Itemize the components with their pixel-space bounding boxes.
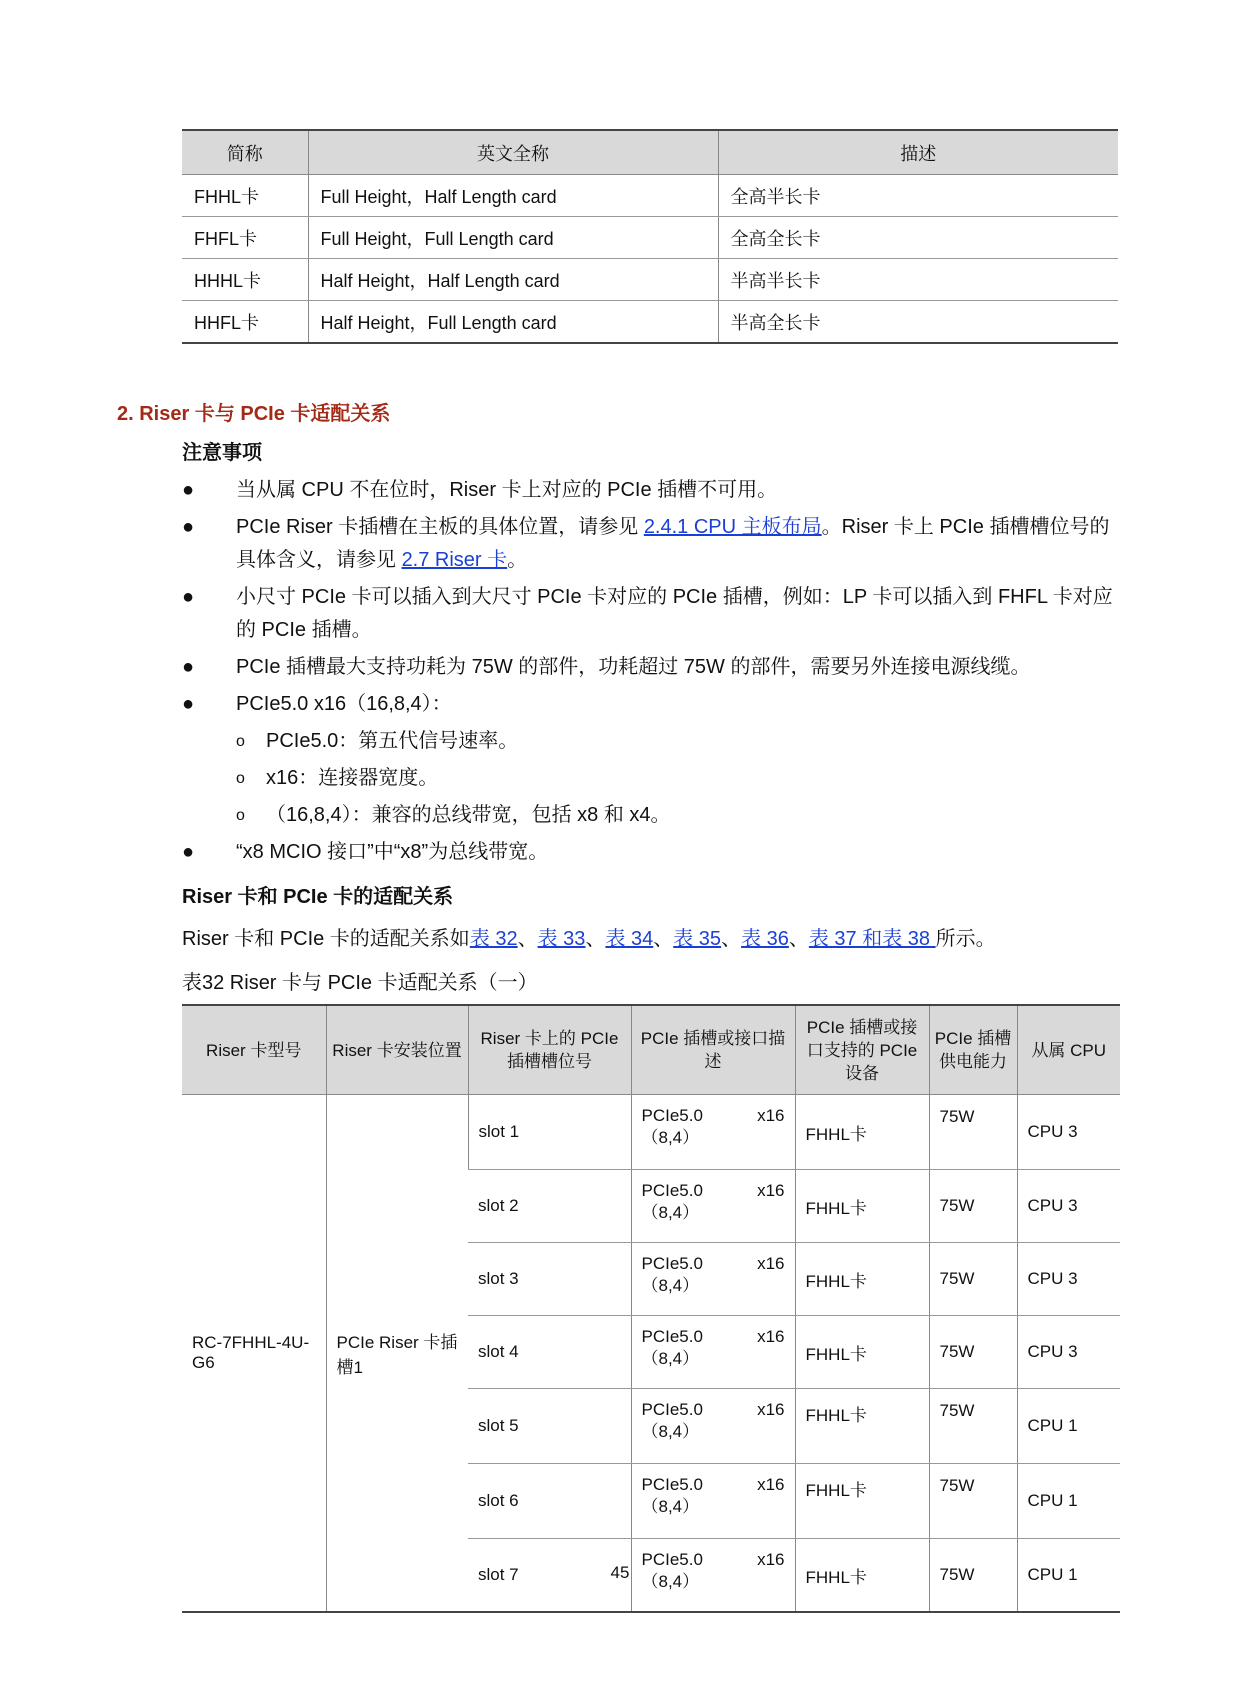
interface-cell: PCIe5.0 x16 （8,4） — [631, 1095, 795, 1170]
table-cell: 半高半长卡 — [718, 259, 1118, 301]
interface-cell: PCIe5.0 x16 （8,4） — [631, 1316, 795, 1389]
device-cell: FHHL卡 — [795, 1243, 929, 1316]
cpu-cell: CPU 3 — [1017, 1316, 1120, 1389]
link-table-34[interactable]: 表 34 — [605, 928, 654, 950]
table-cell: 全高全长卡 — [718, 217, 1118, 259]
column-header: 英文全称 — [308, 130, 718, 175]
list-item: ● “x8 MCIO 接口”中“x8”为总线带宽。 — [182, 836, 1122, 869]
interface-cell: PCIe5.0 x16 （8,4） — [631, 1389, 795, 1464]
link-riser-card[interactable]: 2.7 Riser 卡 — [401, 549, 508, 571]
table-row — [182, 175, 1118, 217]
list-item: ● PCIe 插槽最大支持功耗为 75W 的部件，功耗超过 75W 的部件，需要另外连接电源线缆。 — [182, 651, 1122, 684]
circle-bullet-icon: o — [236, 733, 245, 750]
power-cell: 75W — [929, 1316, 1017, 1389]
list-item: ● PCIe5.0 x16（16,8,4）： — [182, 688, 1122, 721]
link-table-33[interactable]: 表 33 — [537, 928, 586, 950]
table-cell: 半高全长卡 — [718, 301, 1118, 344]
device-cell: FHHL卡 — [795, 1095, 929, 1170]
table-row — [182, 301, 1118, 344]
power-cell: 75W — [929, 1243, 1017, 1316]
bullet-icon: ● — [182, 841, 195, 863]
device-cell: FHHL卡 — [795, 1170, 929, 1243]
riser-position-cell: PCIe Riser 卡插槽1 — [326, 1095, 468, 1613]
interface-cell: PCIe5.0 x16 （8,4） — [631, 1243, 795, 1316]
link-table-32[interactable]: 表 32 — [469, 928, 518, 950]
bullet-icon: ● — [182, 693, 195, 715]
abbreviation-table — [182, 129, 1118, 344]
cpu-cell: CPU 1 — [1017, 1539, 1120, 1613]
riser-pcie-table — [182, 1004, 1120, 1613]
column-header: Riser 卡上的 PCIe 插槽槽位号 — [468, 1005, 631, 1095]
interface-cell: PCIe5.0 x16 （8,4） — [631, 1539, 795, 1613]
circle-bullet-icon: o — [236, 770, 245, 787]
cpu-cell: CPU 1 — [1017, 1389, 1120, 1464]
interface-cell: PCIe5.0 x16 （8,4） — [631, 1464, 795, 1539]
power-cell: 75W — [929, 1389, 1017, 1464]
riser-model-cell: RC-7FHHL-4U-G6 — [182, 1095, 326, 1613]
table-cell: HHHL卡 — [182, 259, 308, 301]
list-item: ● PCIe Riser 卡插槽在主板的具体位置，请参见 2.4.1 CPU 主板布局。Riser 卡上 PCIe 插槽槽位号的具体含义，请参见 2.7 Riser 卡。 — [182, 511, 1122, 577]
slot-cell: slot 4 — [468, 1316, 631, 1389]
table-cell: Full Height，Half Length card — [308, 175, 718, 217]
notice-list — [182, 474, 1122, 873]
table-cell: Half Height，Full Length card — [308, 301, 718, 344]
link-table-36[interactable]: 表 36 — [741, 928, 789, 950]
table-cell: 全高半长卡 — [718, 175, 1118, 217]
bullet-icon: ● — [182, 516, 195, 538]
table-cell: Half Height，Half Length card — [308, 259, 718, 301]
notice-title: 注意事项 — [182, 442, 262, 464]
device-cell: FHHL卡 — [795, 1464, 929, 1539]
table-cell: FHFL卡 — [182, 217, 308, 259]
cpu-cell: CPU 3 — [1017, 1243, 1120, 1316]
slot-cell: slot 5 — [468, 1389, 631, 1464]
column-header: PCIe 插槽或接口描述 — [631, 1005, 795, 1095]
power-cell: 75W — [929, 1464, 1017, 1539]
slot-cell: slot 6 — [468, 1464, 631, 1539]
bullet-icon: ● — [182, 479, 195, 501]
cpu-cell: CPU 3 — [1017, 1095, 1120, 1170]
power-cell: 75W — [929, 1095, 1017, 1170]
sub-list-item: o x16：连接器宽度。 — [182, 762, 1122, 795]
circle-bullet-icon: o — [236, 807, 245, 824]
slot-cell: slot 2 — [468, 1170, 631, 1243]
slot-cell: slot 7 — [468, 1539, 631, 1613]
column-header: 简称 — [182, 130, 308, 175]
link-table-37-38[interactable]: 表 37 和表 38 — [808, 928, 936, 950]
bullet-icon: ● — [182, 586, 195, 608]
power-cell: 75W — [929, 1170, 1017, 1243]
table-row — [182, 1095, 1120, 1170]
table-header-row — [182, 1005, 1120, 1095]
column-header: Riser 卡安装位置 — [326, 1005, 468, 1095]
device-cell: FHHL卡 — [795, 1539, 929, 1613]
adapt-paragraph: Riser 卡和 PCIe 卡的适配关系如表 32、表 33、表 34、表 35、表 36、表 37 和表 38 所示。 — [182, 928, 996, 950]
slot-cell: slot 1 — [468, 1095, 631, 1170]
table-row — [182, 259, 1118, 301]
cpu-cell: CPU 1 — [1017, 1464, 1120, 1539]
interface-cell: PCIe5.0 x16 （8,4） — [631, 1170, 795, 1243]
table-cell: Full Height，Full Length card — [308, 217, 718, 259]
table-cell: HHFL卡 — [182, 301, 308, 344]
power-cell: 75W — [929, 1539, 1017, 1613]
table-header-row — [182, 130, 1118, 175]
table-cell: FHHL卡 — [182, 175, 308, 217]
column-header: PCIe 插槽供电能力 — [929, 1005, 1017, 1095]
bullet-icon: ● — [182, 656, 195, 678]
device-cell: FHHL卡 — [795, 1389, 929, 1464]
column-header: 从属 CPU — [1017, 1005, 1120, 1095]
page-number: 45 — [610, 1563, 630, 1582]
column-header: 描述 — [718, 130, 1118, 175]
link-table-35[interactable]: 表 35 — [673, 928, 722, 950]
column-header: Riser 卡型号 — [182, 1005, 326, 1095]
link-cpu-board-layout[interactable]: 2.4.1 CPU 主板布局 — [643, 516, 822, 538]
sub-list-item: o PCIe5.0：第五代信号速率。 — [182, 725, 1122, 758]
section-title: 2. Riser 卡与 PCIe 卡适配关系 — [117, 403, 391, 425]
slot-cell: slot 3 — [468, 1243, 631, 1316]
list-item: ● 小尺寸 PCIe 卡可以插入到大尺寸 PCIe 卡对应的 PCIe 插槽，例如：LP 卡可以插入到 FHFL 卡对应的 PCIe 插槽。 — [182, 581, 1122, 647]
column-header: PCIe 插槽或接口支持的 PCIe 设备 — [795, 1005, 929, 1095]
adapt-title: Riser 卡和 PCIe 卡的适配关系 — [182, 886, 454, 908]
table-caption: 表32 Riser 卡与 PCIe 卡适配关系（一） — [182, 972, 538, 994]
sub-list-item: o （16,8,4）：兼容的总线带宽，包括 x8 和 x4。 — [182, 799, 1122, 832]
list-item: ● 当从属 CPU 不在位时，Riser 卡上对应的 PCIe 插槽不可用。 — [182, 474, 1122, 507]
table-row — [182, 217, 1118, 259]
device-cell: FHHL卡 — [795, 1316, 929, 1389]
cpu-cell: CPU 3 — [1017, 1170, 1120, 1243]
